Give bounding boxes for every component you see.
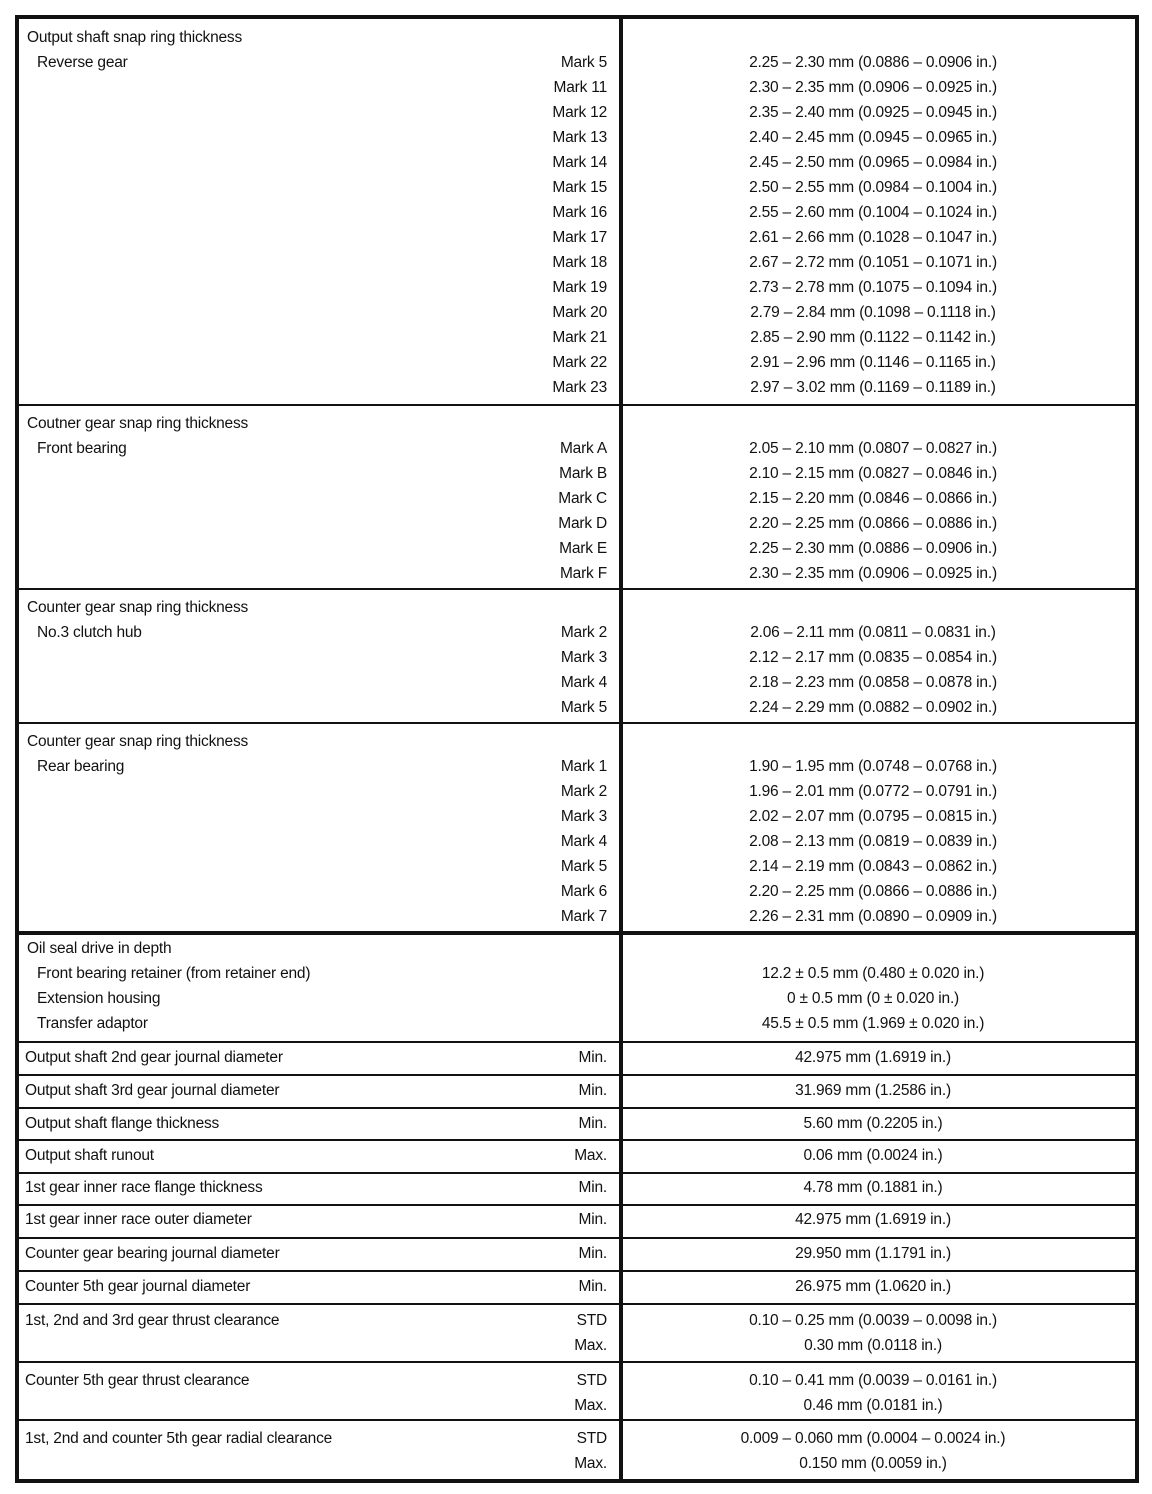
section-title: Counter gear snap ring thickness bbox=[27, 733, 249, 750]
column-divider bbox=[619, 19, 623, 1479]
section-subtitle: Reverse gear bbox=[37, 54, 128, 71]
spec-limit: STD bbox=[576, 1372, 607, 1389]
mark-value: 2.67 – 2.72 mm (0.1051 – 0.1071 in.) bbox=[749, 254, 997, 271]
spec-row bbox=[19, 1109, 1135, 1141]
spec-label: Output shaft 3rd gear journal diameter bbox=[25, 1082, 280, 1099]
oil-seal-label: Front bearing retainer (from retainer end) bbox=[37, 965, 311, 982]
spec-row bbox=[19, 1141, 1135, 1174]
mark-value: 2.10 – 2.15 mm (0.0827 – 0.0846 in.) bbox=[749, 465, 997, 482]
spec-value: 5.60 mm (0.2205 in.) bbox=[803, 1115, 943, 1132]
spec-row bbox=[19, 1174, 1135, 1206]
mark-label: Mark 6 bbox=[560, 883, 607, 900]
spec-row-two-line bbox=[19, 1305, 1135, 1363]
mark-label: Mark 1 bbox=[560, 758, 607, 775]
mark-label: Mark 12 bbox=[552, 104, 607, 121]
spec-value: 26.975 mm (1.0620 in.) bbox=[795, 1278, 951, 1295]
oil-seal-label: Extension housing bbox=[37, 990, 161, 1007]
mark-label: Mark 22 bbox=[552, 354, 607, 371]
spec-limit: Min. bbox=[578, 1179, 607, 1196]
mark-label: Mark 15 bbox=[552, 179, 607, 196]
output-shaft-snap-ring-section bbox=[19, 19, 1135, 406]
mark-label: Mark F bbox=[559, 565, 607, 582]
mark-value: 2.91 – 2.96 mm (0.1146 – 0.1165 in.) bbox=[750, 354, 996, 371]
spec-value: 0.30 mm (0.0118 in.) bbox=[804, 1337, 942, 1354]
spec-label: 1st gear inner race outer diameter bbox=[25, 1211, 252, 1228]
spec-limit: Max. bbox=[574, 1455, 607, 1472]
spec-value: 42.975 mm (1.6919 in.) bbox=[795, 1049, 951, 1066]
mark-label: Mark 4 bbox=[560, 833, 607, 850]
mark-value: 2.02 – 2.07 mm (0.0795 – 0.0815 in.) bbox=[749, 808, 997, 825]
mark-value: 2.45 – 2.50 mm (0.0965 – 0.0984 in.) bbox=[749, 154, 997, 171]
mark-value: 2.14 – 2.19 mm (0.0843 – 0.0862 in.) bbox=[749, 858, 997, 875]
mark-label: Mark 4 bbox=[560, 674, 607, 691]
counter-gear-clutch-hub-section bbox=[19, 590, 1135, 724]
spec-row-two-line bbox=[19, 1421, 1135, 1479]
spec-value: 0.10 – 0.41 mm (0.0039 – 0.0161 in.) bbox=[749, 1372, 997, 1389]
oil-seal-value: 12.2 ± 0.5 mm (0.480 ± 0.020 in.) bbox=[761, 965, 985, 982]
spec-limit: STD bbox=[576, 1430, 607, 1447]
mark-value: 2.73 – 2.78 mm (0.1075 – 0.1094 in.) bbox=[749, 279, 997, 296]
spec-limit: Min. bbox=[578, 1049, 607, 1066]
mark-label: Mark 21 bbox=[552, 329, 607, 346]
spec-limit: Max. bbox=[574, 1337, 607, 1354]
mark-label: Mark 14 bbox=[552, 154, 607, 171]
mark-label: Mark 2 bbox=[560, 783, 607, 800]
oil-seal-label: Transfer adaptor bbox=[37, 1015, 148, 1032]
mark-label: Mark 11 bbox=[553, 79, 607, 96]
spec-label: Counter 5th gear journal diameter bbox=[25, 1278, 251, 1295]
mark-label: Mark 5 bbox=[560, 699, 607, 716]
spec-label: Output shaft runout bbox=[25, 1147, 154, 1164]
oil-seal-section bbox=[19, 935, 1135, 1043]
mark-value: 2.26 – 2.31 mm (0.0890 – 0.0909 in.) bbox=[749, 908, 997, 925]
spec-row bbox=[19, 1076, 1135, 1109]
mark-value: 1.96 – 2.01 mm (0.0772 – 0.0791 in.) bbox=[749, 783, 997, 800]
mark-value: 2.25 – 2.30 mm (0.0886 – 0.0906 in.) bbox=[749, 540, 997, 557]
mark-label: Mark E bbox=[559, 540, 607, 557]
mark-value: 2.05 – 2.10 mm (0.0807 – 0.0827 in.) bbox=[749, 440, 997, 457]
mark-value: 2.25 – 2.30 mm (0.0886 – 0.0906 in.) bbox=[749, 54, 997, 71]
spec-value: 0.06 mm (0.0024 in.) bbox=[803, 1147, 943, 1164]
mark-label: Mark 7 bbox=[560, 908, 607, 925]
oil-seal-value: 0 ± 0.5 mm (0 ± 0.020 in.) bbox=[786, 990, 960, 1007]
section-title: Coutner gear snap ring thickness bbox=[27, 415, 249, 432]
spec-limit: Min. bbox=[578, 1082, 607, 1099]
mark-label: Mark 2 bbox=[560, 624, 607, 641]
mark-label: Mark B bbox=[559, 465, 607, 482]
mark-value: 2.40 – 2.45 mm (0.0945 – 0.0965 in.) bbox=[749, 129, 997, 146]
mark-value: 2.50 – 2.55 mm (0.0984 – 0.1004 in.) bbox=[749, 179, 997, 196]
mark-value: 2.97 – 3.02 mm (0.1169 – 0.1189 in.) bbox=[750, 379, 996, 396]
spec-limit: Max. bbox=[574, 1147, 607, 1164]
counter-gear-front-bearing-section bbox=[19, 406, 1135, 590]
spec-row-two-line bbox=[19, 1363, 1135, 1421]
mark-value: 2.55 – 2.60 mm (0.1004 – 0.1024 in.) bbox=[749, 204, 997, 221]
mark-value: 2.24 – 2.29 mm (0.0882 – 0.0902 in.) bbox=[749, 699, 997, 716]
section-subtitle: Rear bearing bbox=[37, 758, 125, 775]
mark-label: Mark 3 bbox=[560, 808, 607, 825]
spec-limit: Max. bbox=[574, 1397, 607, 1414]
spec-value: 0.150 mm (0.0059 in.) bbox=[799, 1455, 947, 1472]
spec-limit: Min. bbox=[578, 1211, 607, 1228]
oil-seal-value: 45.5 ± 0.5 mm (1.969 ± 0.020 in.) bbox=[761, 1015, 985, 1032]
mark-label: Mark 5 bbox=[560, 858, 607, 875]
mark-label: Mark 16 bbox=[552, 204, 607, 221]
section-title: Counter gear snap ring thickness bbox=[27, 599, 249, 616]
mark-label: Mark 13 bbox=[552, 129, 607, 146]
mark-value: 2.12 – 2.17 mm (0.0835 – 0.0854 in.) bbox=[749, 649, 997, 666]
spec-value: 42.975 mm (1.6919 in.) bbox=[795, 1211, 951, 1228]
spec-label: Counter 5th gear thrust clearance bbox=[25, 1372, 250, 1389]
mark-label: Mark A bbox=[559, 440, 607, 457]
spec-table bbox=[15, 15, 1139, 1483]
mark-value: 2.30 – 2.35 mm (0.0906 – 0.0925 in.) bbox=[749, 565, 997, 582]
spec-value: 0.10 – 0.25 mm (0.0039 – 0.0098 in.) bbox=[749, 1312, 997, 1329]
mark-label: Mark C bbox=[558, 490, 607, 507]
counter-gear-rear-bearing-section bbox=[19, 724, 1135, 935]
mark-value: 2.30 – 2.35 mm (0.0906 – 0.0925 in.) bbox=[749, 79, 997, 96]
mark-value: 2.61 – 2.66 mm (0.1028 – 0.1047 in.) bbox=[749, 229, 997, 246]
mark-label: Mark 20 bbox=[552, 304, 607, 321]
spec-row bbox=[19, 1206, 1135, 1239]
mark-value: 1.90 – 1.95 mm (0.0748 – 0.0768 in.) bbox=[749, 758, 997, 775]
spec-value: 4.78 mm (0.1881 in.) bbox=[803, 1179, 943, 1196]
mark-label: Mark 3 bbox=[560, 649, 607, 666]
spec-label: 1st gear inner race flange thickness bbox=[25, 1179, 263, 1196]
mark-value: 2.18 – 2.23 mm (0.0858 – 0.0878 in.) bbox=[749, 674, 997, 691]
mark-value: 2.15 – 2.20 mm (0.0846 – 0.0866 in.) bbox=[749, 490, 997, 507]
mark-value: 2.85 – 2.90 mm (0.1122 – 0.1142 in.) bbox=[750, 329, 996, 346]
section-subtitle: No.3 clutch hub bbox=[37, 624, 142, 641]
mark-label: Mark D bbox=[558, 515, 607, 532]
spec-limit: Min. bbox=[578, 1245, 607, 1262]
spec-value: 31.969 mm (1.2586 in.) bbox=[795, 1082, 951, 1099]
mark-value: 2.20 – 2.25 mm (0.0866 – 0.0886 in.) bbox=[749, 515, 997, 532]
spec-value: 29.950 mm (1.1791 in.) bbox=[795, 1245, 951, 1262]
spec-limit: STD bbox=[576, 1312, 607, 1329]
mark-value: 2.06 – 2.11 mm (0.0811 – 0.0831 in.) bbox=[750, 624, 996, 641]
section-subtitle: Front bearing bbox=[37, 440, 127, 457]
section-title: Output shaft snap ring thickness bbox=[27, 29, 243, 46]
mark-label: Mark 18 bbox=[552, 254, 607, 271]
section-title: Oil seal drive in depth bbox=[27, 940, 172, 957]
mark-value: 2.08 – 2.13 mm (0.0819 – 0.0839 in.) bbox=[749, 833, 997, 850]
spec-limit: Min. bbox=[578, 1115, 607, 1132]
spec-value: 0.009 – 0.060 mm (0.0004 – 0.0024 in.) bbox=[740, 1430, 1006, 1447]
spec-label: Counter gear bearing journal diameter bbox=[25, 1245, 280, 1262]
mark-label: Mark 19 bbox=[552, 279, 607, 296]
spec-limit: Min. bbox=[578, 1278, 607, 1295]
spec-row bbox=[19, 1043, 1135, 1076]
spec-label: Output shaft 2nd gear journal diameter bbox=[25, 1049, 283, 1066]
mark-label: Mark 23 bbox=[552, 379, 607, 396]
mark-value: 2.79 – 2.84 mm (0.1098 – 0.1118 in.) bbox=[750, 304, 996, 321]
mark-value: 2.35 – 2.40 mm (0.0925 – 0.0945 in.) bbox=[749, 104, 997, 121]
mark-value: 2.20 – 2.25 mm (0.0866 – 0.0886 in.) bbox=[749, 883, 997, 900]
spec-label: 1st, 2nd and 3rd gear thrust clearance bbox=[25, 1312, 280, 1329]
spec-row bbox=[19, 1239, 1135, 1272]
spec-value: 0.46 mm (0.0181 in.) bbox=[803, 1397, 943, 1414]
mark-label: Mark 17 bbox=[552, 229, 607, 246]
mark-label: Mark 5 bbox=[560, 54, 607, 71]
spec-row bbox=[19, 1272, 1135, 1305]
spec-label: 1st, 2nd and counter 5th gear radial clearance bbox=[25, 1430, 333, 1447]
spec-label: Output shaft flange thickness bbox=[25, 1115, 220, 1132]
